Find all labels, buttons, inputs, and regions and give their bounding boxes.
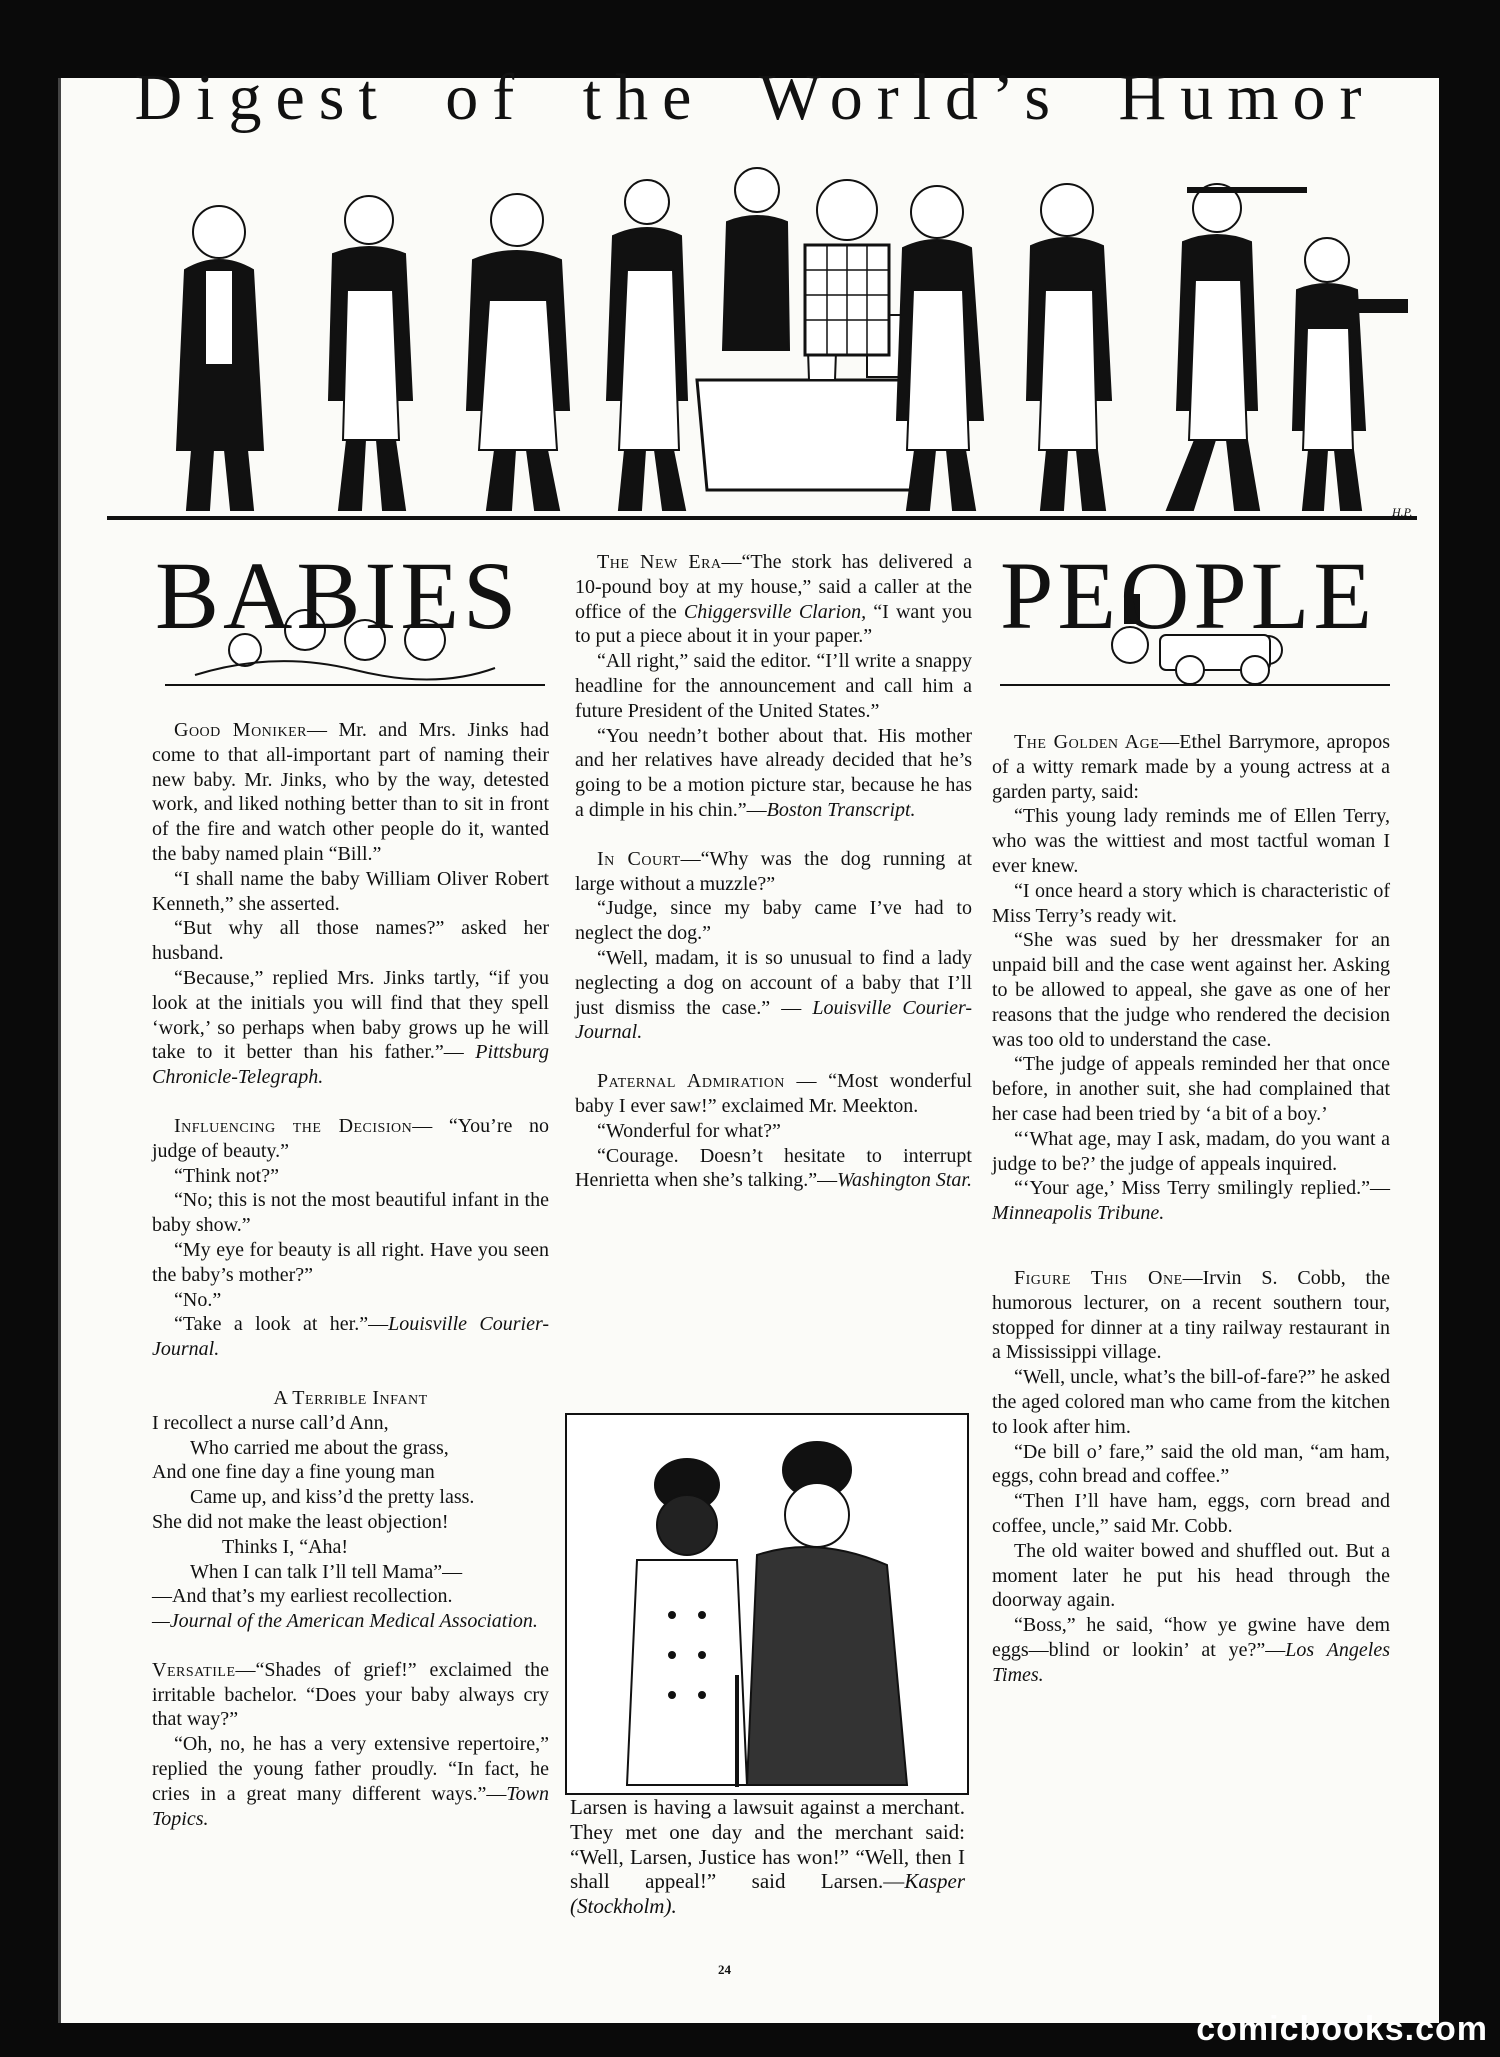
paragraph: “Courage. Doesn’t hesitate to interrupt Henrietta when she’s talking.”—Washington Star. [575,1144,972,1192]
article-new-era: The New Era—“The stork has delivered a 10-pound boy at my house,” said a caller at the office of the Chiggersville Clarion, “I want you to put a piece about it in your paper.” [575,551,972,648]
masthead-title: Digest of the World’s Humor [134,61,1376,134]
paragraph: “But why all those names?” asked her husband. [152,917,549,965]
waiters-illustration [107,150,1417,523]
paragraph: “I shall name the baby William Oliver Robert Kenneth,” she asserted. [152,867,549,915]
article-influencing: Influencing the Decision— “You’re no judge of beauty.” [152,1114,549,1162]
paragraph: “You needn’t bother about that. His mother and her relatives have already decided that he’s going to be a motion picture star, because he has a dimple in his chin.”—Boston Transcript. [575,724,972,821]
poem: I recollect a nurse call’d Ann, Who carried me about the grass, And one fine day a fine young man Came up, and kiss’d the pretty lass. She did not make the least objection! Thinks I, “Aha! When I can talk I’ll tell Mama”— —And that’s my earliest recollection. —Journal of the American Medical Association. [152,1411,538,1633]
article-paternal: Paternal Admiration — “Most wonderful baby I ever saw!” exclaimed Mr. Meekton. [575,1070,972,1117]
paragraph: “No.” [174,1288,222,1311]
waiter-figure [723,168,789,350]
babies-column [152,718,549,1831]
waiter-figure [1293,238,1407,510]
cartoon-drawing [567,1415,967,1793]
paragraph: “She was sued by her dressmaker for an unpaid bill and the case went against her. Asking to be allowed to appeal, she gave as one of her reasons that the judge who rendered the decision was too old to understand the case. [992,929,1390,1051]
article-good-moniker: Good Moniker— Mr. and Mrs. Jinks had come to that all-important part of naming their new baby. Mr. Jinks, who by the way, detested work, and liked nothing better than to sit in front of the fire and watch other people do it, wanted the baby named plain “Bill.” [152,719,549,865]
waiter-figure [329,196,412,510]
cartoon-caption [570,1795,965,1919]
paragraph: “Oh, no, he has a very extensive repertoire,” replied the young father proudly. “In fact, he cries in a great many different ways.”—Town Topics. [152,1733,549,1830]
paragraph: “Then I’ll have ham, eggs, corn bread and coffee, uncle,” said Mr. Cobb. [992,1490,1390,1537]
paragraph: “Think not?” [174,1164,279,1187]
waiter-figure [1167,184,1307,510]
waiter-figure [467,194,569,510]
middle-column [575,550,972,1193]
people-header-word: PEOPLE [1000,542,1377,649]
artist-mark: H.P. [1392,505,1413,519]
waiter-figure [177,206,263,510]
babies-section-header [155,540,550,690]
larsen-cartoon [565,1413,969,1795]
article-in-court: In Court—“Why was the dog running at large without a muzzle?” [575,847,972,895]
article-versatile: Versatile—“Shades of grief!” exclaimed the irritable bachelor. “Does your baby always cry that way?” [152,1658,549,1731]
paragraph: “I once heard a story which is characteristic of Miss Terry’s ready wit. [992,879,1390,927]
caption-text: Larsen is having a lawsuit against a merchant. They met one day and the merchant said: “Well, Larsen, Justice has won!” “Well, then I shall appeal!” said Larsen.—Kasper (Stockholm). [570,1795,965,1919]
article-golden-age: The Golden Age—Ethel Barrymore, apropos of a witty remark made by a young actress at a garden party, said: [992,731,1390,803]
babies-header-word: BABIES [155,542,521,649]
paragraph: “This young lady reminds me of Ellen Terry, who was the wittiest and most tactful woman I ever knew. [992,805,1390,877]
paragraph: “Well, uncle, what’s the bill-of-fare?” he asked the aged colored man who came from the kitchen to look after him. [992,1366,1390,1438]
paragraph: The old waiter bowed and shuffled out. But a moment later he put his head through the doorway again. [992,1539,1390,1612]
customer-figure [805,180,889,355]
paragraph: “Boss,” he said, “how ye gwine have dem eggs—blind or lookin’ at ye?”—Los Angeles Times. [992,1614,1390,1686]
paragraph: “My eye for beauty is all right. Have you seen the baby’s mother?” [152,1238,549,1286]
poem-title: A Terrible Infant [273,1386,428,1409]
waiter-figure [607,180,687,510]
paragraph: “All right,” said the editor. “I’ll write a snappy headline for the announcement and call him a future President of the United States.” [575,650,972,722]
paragraph: “Wonderful for what?” [597,1119,781,1142]
paragraph: “Judge, since my baby came I’ve had to neglect the dog.” [575,897,972,945]
paragraph: “No; this is not the most beautiful infant in the baby show.” [152,1189,549,1237]
people-section-header [1000,540,1395,690]
page-number: 24 [718,1962,731,1977]
paragraph: “‘What age, may I ask, madam, do you want a judge to be?’ the judge of appeals inquired. [992,1127,1390,1175]
paragraph: “‘Your age,’ Miss Terry smilingly replied.”—Minneapolis Tribune. [992,1177,1390,1225]
paragraph: “The judge of appeals reminded her that once before, in another suit, she had complained that her case had been tried by ‘a bit of a boy.’ [992,1053,1390,1125]
paragraph: “Because,” replied Mrs. Jinks tartly, “if you look at the initials you will find that they spell ‘work,’ so perhaps when baby grows up he will take to it better than his father.”— Pittsburg Chronicle-Telegraph. [152,966,550,1089]
site-watermark: comicbooks.com [1196,2010,1488,2048]
waiter-figure [1027,184,1111,510]
article-figure-this-one: Figure This One—Irvin S. Cobb, the humorous lecturer, on a recent southern tour, stopped for dinner at a tiny railway restaurant in a Mississippi village. [992,1266,1390,1364]
paragraph: “De bill o’ fare,” said the old man, “am ham, eggs, cohn bread and coffee.” [992,1440,1390,1488]
paragraph: “Well, madam, it is so unusual to find a lady neglecting a dog on account of a baby that I’ll just dismiss the case.” — Louisville Courier-Journal. [575,946,973,1044]
people-column [992,730,1390,1687]
paragraph: “Take a look at her.”—Louisville Courier-Journal. [152,1313,549,1361]
